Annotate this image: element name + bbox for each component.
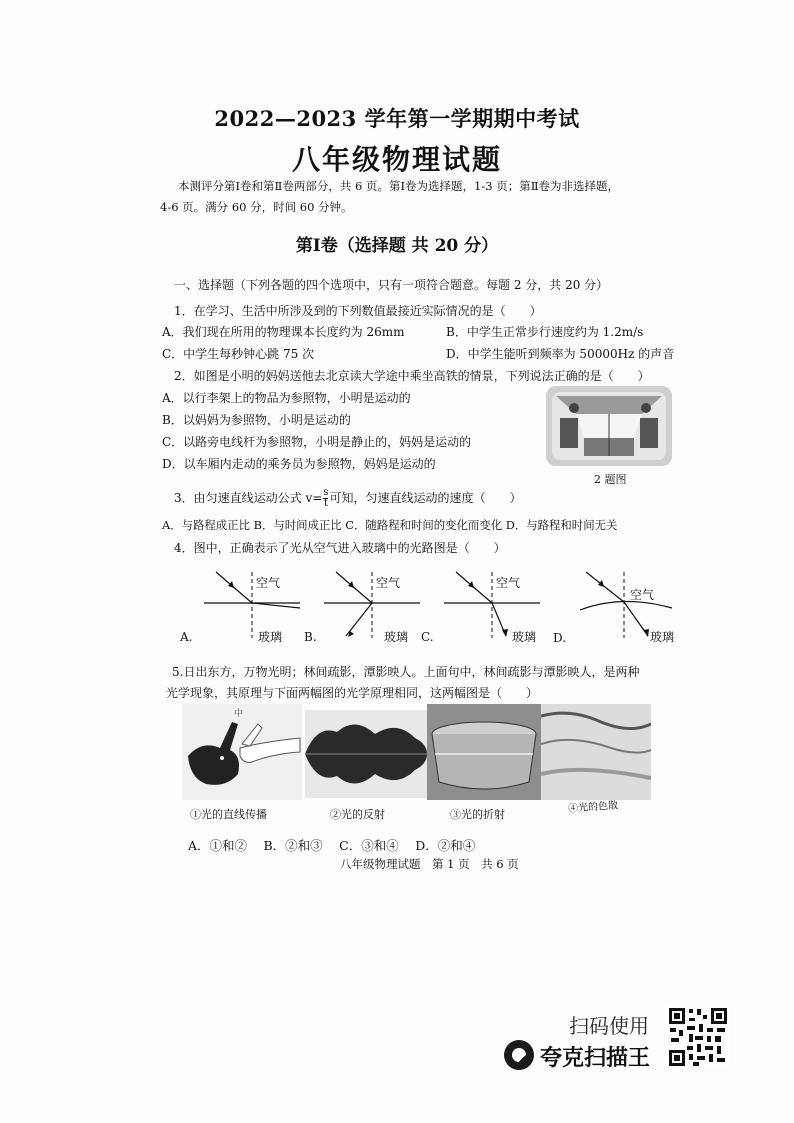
intro-line-2: 4-6 页。满分 60 分，时间 60 分钟。 [160,200,353,214]
q4-a-glass-label: 玻璃 [258,630,283,644]
section-heading: 第Ⅰ卷（选择题 共 20 分） [295,236,499,256]
q5-photo-dispersion [541,704,651,800]
q3-frac-num: s [323,487,329,498]
q3-options: A．与路程成正比 B．与时间成正比 C．随路程和时间的变化而变化 D．与路程和时间无关 [162,518,618,532]
q2-option-d: D．以车厢内走动的乘务员为参照物，妈妈是运动的 [162,457,436,471]
q5-stem-line-1: 5.日出东方，万物光明；林间疏影，潭影映人。上面句中，林间疏影与潭影映人，是两种 [172,665,640,679]
q1-stem: 1．在学习、生活中所涉及到的下列数值最接近实际情况的是（ ） [174,304,542,318]
q4-d-air-label: 空气 [630,588,655,602]
q4-stem: 4．图中，正确表示了光从空气进入玻璃中的光路图是（ ） [174,541,506,555]
q2-option-a: A．以行李架上的物品为参照物，小明是运动的 [162,391,411,405]
q4-b-glass-label: 玻璃 [384,630,409,644]
q1-option-c: C．中学生每秒钟心跳 75 次 [162,347,315,361]
scan-to-use-text: 扫码使用 [569,1014,649,1038]
q2-stem: 2．如图是小明的妈妈送他去北京读大学途中乘坐高铁的情景，下列说法正确的是（ ） [174,369,650,383]
q2-option-b: B．以妈妈为参照物，小明是运动的 [162,413,351,427]
q5-photo-reflection [305,710,427,798]
q5-options: A．①和② B．②和③ C．③和④ D．②和④ [188,838,476,853]
q4-c-air-label: 空气 [496,576,521,590]
q3-stem-after: 可知，匀速直线运动的速度（ ） [329,491,522,505]
q5-caption-2: ②光的反射 [330,808,385,821]
q1-option-b: B．中学生正常步行速度约为 1.2m/s [446,325,644,339]
dispersion-drawing [541,704,651,800]
q5-caption-3: ③光的折射 [450,808,505,821]
brand-name: 夸克扫描王 [540,1046,651,1071]
q4-a-air-label: 空气 [256,576,281,590]
q4-d-glass-label: 玻璃 [650,630,675,644]
q3-stem [174,488,521,509]
q5-caption-4: ④光的色散 [567,800,619,815]
train-carriage-photo [546,386,672,466]
quark-logo-icon [504,1040,534,1070]
q4-label-c: C. [421,630,434,644]
part-heading: 一、选择题（下列各题的四个选项中，只有一项符合题意。每题 2 分，共 20 分） [174,278,609,292]
q3-stem-before: 3．由匀速直线运动公式 v= [174,491,323,505]
q5-caption-1: ①光的直线传播 [190,808,267,821]
exam-subtitle: 八年级物理试题 [291,143,502,176]
q4-b-air-label: 空气 [376,576,401,590]
q4-label-d: D. [553,631,567,645]
hand-photo-label: 中 [234,709,244,719]
q1-option-a: A．我们现在所用的物理课本长度约为 26mm [162,325,405,339]
q4-label-a: A. [180,630,193,644]
q5-photo-hand-shadow [182,704,302,800]
q2-option-c: C．以路旁电线杆为参照物，小明是静止的，妈妈是运动的 [162,435,472,449]
q5-stem-line-2: 光学现象，其原理与下面两幅图的光学原理相同，这两幅图是（ ） [166,686,539,700]
refraction-drawing [427,704,541,800]
q2-figure-caption: 2 题图 [594,473,627,486]
intro-line-1: 本测评分第Ⅰ卷和第Ⅱ卷两部分，共 6 页。第Ⅰ卷为选择题，1-3 页；第Ⅱ卷为非选择题， [178,179,620,193]
qr-code-icon[interactable] [667,1006,729,1068]
page-footer: 八年级物理试题 第 1 页 共 6 页 [340,857,519,871]
exam-title: 2022—2023 学年第一学期期中考试 [214,106,580,131]
q4-c-glass-label: 玻璃 [512,630,537,644]
q5-photo-refraction [427,704,541,800]
q3-frac-den: t [323,498,328,509]
q3-formula-fraction [323,488,328,509]
q4-label-b: B. [304,630,317,644]
reflection-drawing [305,710,427,798]
q1-option-d: D．中学生能听到频率为 50000Hz 的声音 [446,347,675,361]
